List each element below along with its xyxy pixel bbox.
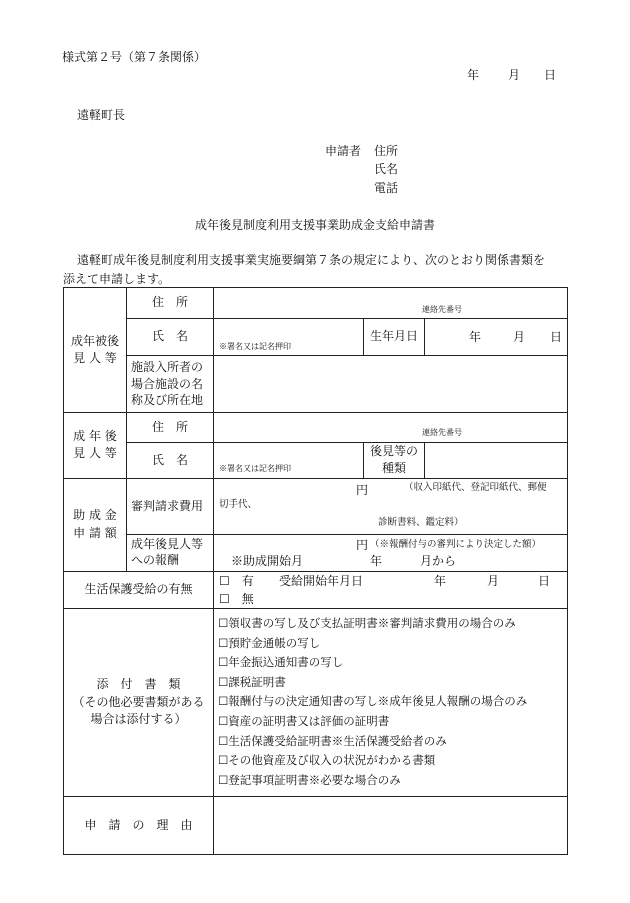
applicant-phone-label: 電話 <box>374 181 399 195</box>
attachment-item[interactable]: ☐預貯金通帳の写し <box>218 635 321 650</box>
welfare-yes-checkbox[interactable]: ☐ 有 <box>219 573 254 588</box>
ward-seal-note: ※署名又は記名押印 <box>219 342 291 351</box>
guardian-seal-note: ※署名又は記名押印 <box>219 464 291 473</box>
ward-birthdate-field[interactable] <box>425 319 568 356</box>
grant-section-label: 助 成 金 申 請 額 <box>64 478 127 571</box>
attachment-item[interactable]: ☐年金振込通知書の写し <box>218 655 344 670</box>
welfare-field <box>214 571 568 608</box>
reason-field[interactable] <box>214 796 568 854</box>
ward-birth-day: 日 <box>550 330 563 344</box>
date-year: 年 <box>467 68 480 82</box>
guardian-section-label: 成 年 後 見 人 等 <box>64 413 127 479</box>
grant-start-label: ※助成開始月 <box>231 553 304 568</box>
attachment-item[interactable]: ☐生活保護受給証明書※生活保護受給者のみ <box>218 733 447 748</box>
grant-start-year: 年 <box>370 553 383 568</box>
facility-field[interactable] <box>214 356 568 413</box>
ward-birth-year: 年 <box>469 330 482 344</box>
trial-cost-label: 審判請求費用 <box>127 478 214 534</box>
applicant-name-label: 氏名 <box>374 162 399 176</box>
attachments-list <box>214 608 568 796</box>
ward-birth-month: 月 <box>513 330 526 344</box>
application-table <box>63 287 568 855</box>
applicant-label: 申請者 <box>325 144 362 158</box>
reason-label: 申 請 の 理 由 <box>64 796 214 854</box>
welfare-year: 年 <box>434 573 447 588</box>
intro-line-2: 添えて申請します。 <box>63 272 171 286</box>
attachment-item[interactable]: ☐課税証明書 <box>218 674 286 689</box>
guardian-type-field[interactable] <box>425 443 568 479</box>
guardian-contact-label: 連絡先番号 <box>422 428 462 437</box>
attachment-item[interactable]: ☐領収書の写し及び支払証明書※審判請求費用の場合のみ <box>218 616 516 631</box>
addressee: 遠軽町長 <box>77 108 126 122</box>
trial-cost-note-1: （収入印紙代、登記印紙代、郵便 <box>404 481 547 493</box>
attachments-note-2: 場合は添付する） <box>90 711 187 726</box>
date-month: 月 <box>508 68 521 82</box>
reward-label: 成年後見人等 への報酬 <box>127 534 214 571</box>
attachments-label: 添 付 書 類 <box>96 677 181 692</box>
ward-name-label: 氏 名 <box>127 319 214 356</box>
applicant-address-label: 住所 <box>374 144 399 158</box>
attachment-item[interactable]: ☐資産の証明書又は評価の証明書 <box>218 714 390 729</box>
intro-line-1: 遠軽町成年後見制度利用支援事業実施要綱第７条の規定により、次のとおり関係書類を <box>77 253 546 267</box>
attachments-label-cell <box>64 608 214 796</box>
welfare-day: 日 <box>538 573 551 588</box>
guardian-type-label: 後見等の種類 <box>364 443 425 479</box>
trial-cost-yen: 円 <box>356 482 369 497</box>
facility-label: 施設入所者の 場合施設の名 称及び所在地 <box>127 356 214 413</box>
date-day: 日 <box>544 68 557 82</box>
attachment-item[interactable]: ☐その他資産及び収入の状況がわかる書類 <box>218 753 436 768</box>
reward-note: （※報酬付与の審判により決定した額） <box>370 538 542 550</box>
guardian-address-label: 住 所 <box>127 413 214 443</box>
guardian-name-label: 氏 名 <box>127 443 214 479</box>
trial-cost-note-3: 診断書料、鑑定料） <box>378 516 464 528</box>
welfare-start-date-label: 受給開始年月日 <box>279 573 364 588</box>
attachments-note-1: （その他必要書類がある <box>72 694 205 709</box>
guardian-name-field[interactable] <box>214 443 364 479</box>
attachment-item[interactable]: ☐登記事項証明書※必要な場合のみ <box>218 772 401 787</box>
ward-birthdate-label: 生年月日 <box>364 319 425 356</box>
trial-cost-field[interactable] <box>214 478 568 534</box>
welfare-month: 月 <box>487 573 500 588</box>
welfare-label: 生活保護受給の有無 <box>64 571 214 608</box>
guardian-address-field[interactable] <box>214 413 568 443</box>
ward-address-label: 住 所 <box>127 288 214 319</box>
ward-name-field[interactable] <box>214 319 364 356</box>
ward-address-field[interactable] <box>214 288 568 319</box>
welfare-no-checkbox[interactable]: ☐ 無 <box>219 591 254 606</box>
grant-start-month: 月から <box>420 553 457 568</box>
ward-section-label: 成年被後 見 人 等 <box>64 288 127 413</box>
trial-cost-note-2: 切手代、 <box>219 498 258 510</box>
document-title: 成年後見制度利用支援事業助成金支給申請書 <box>194 218 435 232</box>
reward-field[interactable] <box>214 534 568 571</box>
attachment-item[interactable]: ☐報酬付与の決定通知書の写し※成年後見人報酬の場合のみ <box>218 694 528 709</box>
form-number: 様式第２号（第７条関係） <box>62 50 207 64</box>
reward-yen: 円 <box>356 537 369 552</box>
ward-contact-label: 連絡先番号 <box>422 305 462 314</box>
